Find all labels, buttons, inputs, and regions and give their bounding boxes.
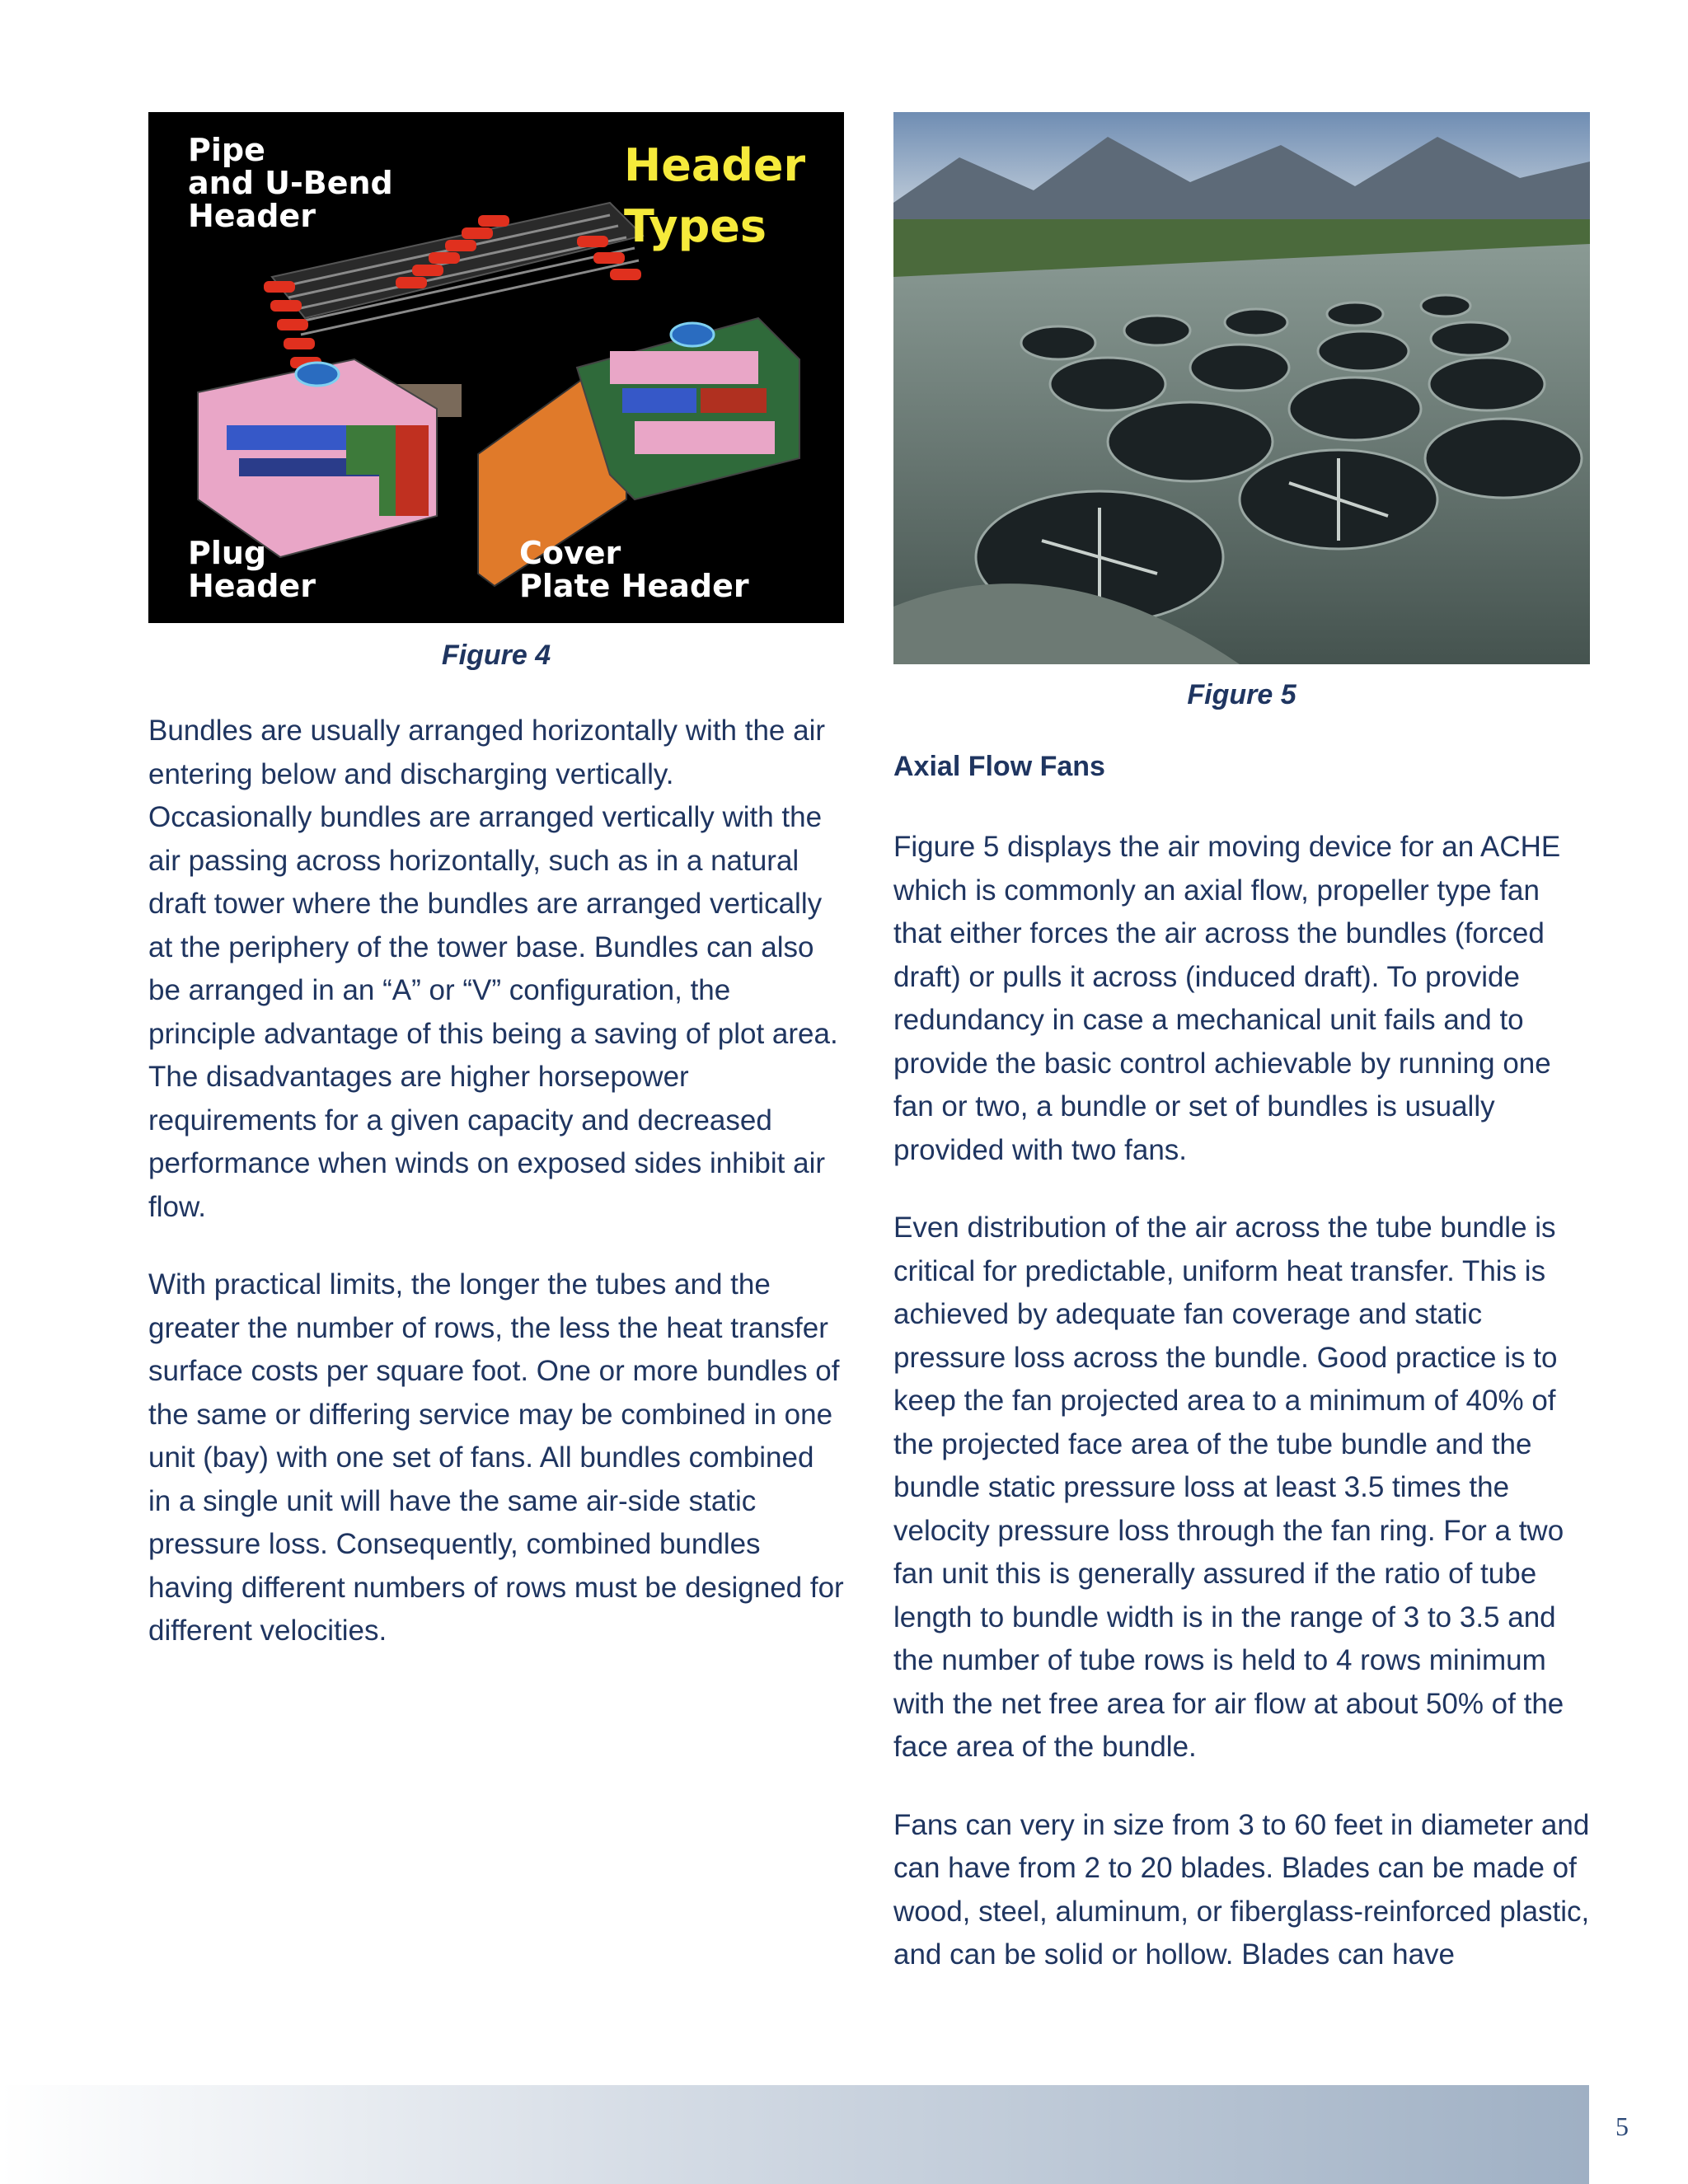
pipe-header-label: Pipe and U-Bend Header <box>188 132 393 234</box>
figure-5-photo <box>893 112 1590 664</box>
footer-gradient-band <box>0 2085 1589 2184</box>
left-paragraph-1: Bundles are usually arranged horizontally with the air entering below and discharging vertically. Occasionally bundles are arranged vertically with the air passing across horizontally, such as in a natural draft tower where the bundles are arranged vertically at the periphery of the tower base. Bundles can also be arranged in an “A” or “V” configuration, the principle advantage of this being a saving of plot area. The disadvantages are higher horsepower requirements for a given capacity and decreased performance when winds on exposed sides inhibit air flow. <box>148 715 838 1223</box>
page-number: 5 <box>1615 2111 1629 2141</box>
left-paragraph-2: With practical limits, the longer the tubes and the greater the number of rows, the less the heat transfer surface costs per square foot. One or more bundles of the same or differing service may be combined in one unit (bay) with one set of fans. All bundles combined in a single unit will have the same air-side static pressure loss. Consequently, combined bundles having different numbers of rows must be designed for different velocities. <box>148 1268 844 1647</box>
figure-4-caption: Figure 4 <box>441 640 551 671</box>
figure-5-caption: Figure 5 <box>1187 679 1296 710</box>
plug-header-label: Plug Header <box>188 535 316 604</box>
right-column <box>893 112 1590 1977</box>
cover-plate-header-label: Cover Plate Header <box>519 535 749 604</box>
right-paragraph-2: Even distribution of the air across the tube bundle is critical for predictable, uniform heat transfer. This is achieved by adequate fan coverage and static pressure loss across the bundle. Good practice is to keep the fan projected area to a minimum of 40% of the projected face area of the tube bundle and the bundle static pressure loss at least 3.5 times the velocity pressure loss through the fan ring. For a two fan unit this is generally assured if the ratio of tube length to bundle width is in the range of 3 to 3.5 and the number of tube rows is held to 4 rows minimum with the net free area for air flow at about 50% of the face area of the bundle. <box>893 1212 1564 1763</box>
right-paragraph-1: Figure 5 displays the air moving device for an ACHE which is commonly an axial flow, propeller type fan that either forces the air across the bundles (forced draft) or pulls it across (induced draft). To provide redundancy in case a mechanical unit fails and to provide the basic control achievable by running one fan or two, a bundle or set of bundles is usually provided with two fans. <box>893 831 1561 1166</box>
header-types-title: Header Types <box>624 139 806 252</box>
figure-4-image <box>148 112 844 623</box>
right-paragraph-3: Fans can very in size from 3 to 60 feet in diameter and can have from 2 to 20 blades. Blades can be made of wood, steel, aluminum, or fiberglass-reinforced plastic, and can be solid or hollow. Blades can have <box>893 1808 1590 1971</box>
left-column <box>148 112 844 1653</box>
axial-flow-fans-heading: Axial Flow Fans <box>893 751 1105 782</box>
fan-array-photo <box>893 112 1590 664</box>
